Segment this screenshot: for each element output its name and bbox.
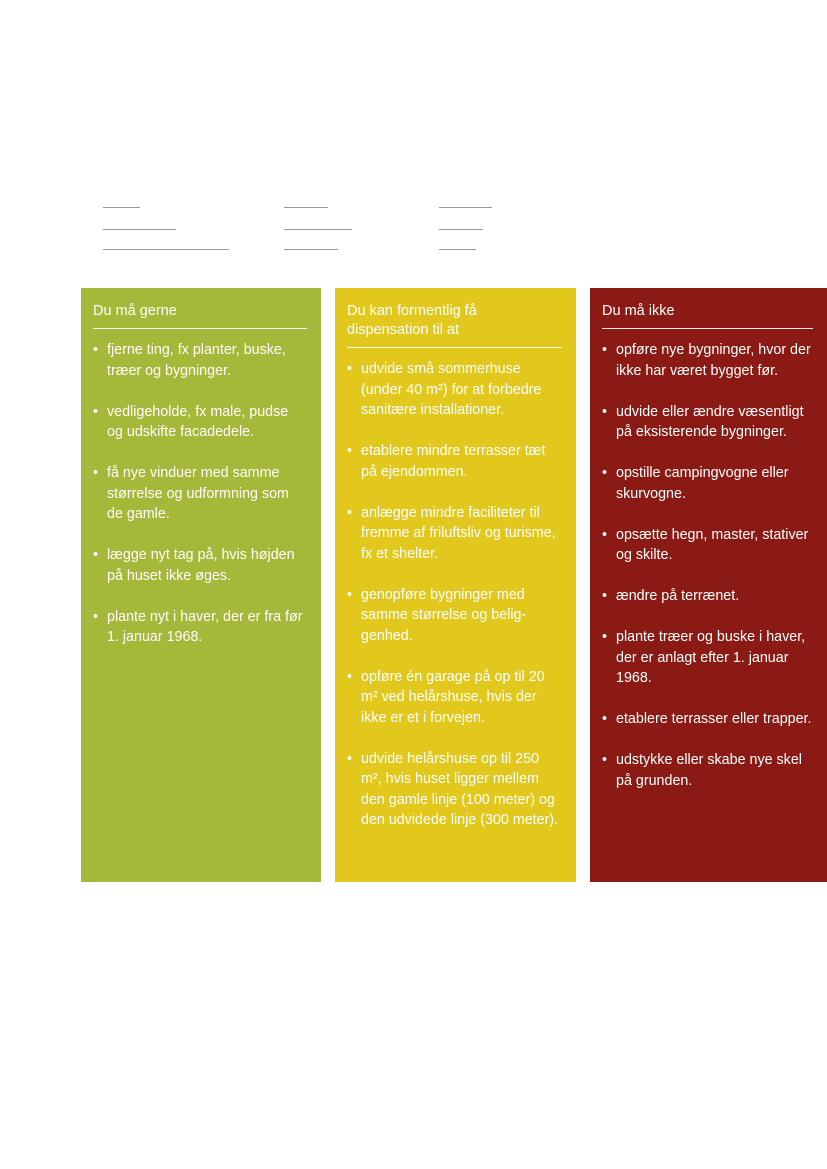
list-item: • udstykke eller skabe nye skel på grunden. [602, 750, 813, 791]
column-heading: Du må ikke [602, 302, 813, 329]
column-dispensation [335, 288, 576, 882]
list-item: • plante træer og buske i haver, der er anlagt efter 1. januar 1968. [602, 627, 813, 689]
list-item: • udvide helårshuse op til 250 m², hvis huset ligger mellem den gamle linje (100 meter) og den udvidede linje (300 meter). [347, 749, 562, 831]
column-heading: Du kan formentlig få dispensation til at [347, 302, 562, 348]
list-item: • ændre på terrænet. [602, 586, 813, 607]
list-item: • opsætte hegn, master, stativer og skilte. [602, 525, 813, 566]
decorative-rule [103, 229, 176, 230]
decorative-rule [439, 229, 483, 230]
decorative-rule [103, 207, 140, 208]
list-item: • plante nyt i haver, der er fra før 1. januar 1968. [93, 607, 307, 648]
list-item: • genopføre bygninger med samme størrelse og beliggenhed. [347, 585, 562, 647]
item-list [602, 340, 813, 791]
column-not-allowed [590, 288, 827, 882]
list-item: • etablere mindre terrasser tæt på ejendommen. [347, 441, 562, 482]
list-item: • opføre nye bygninger, hvor der ikke har været bygget før. [602, 340, 813, 381]
item-list [347, 359, 562, 831]
list-item: • opføre én garage på op til 20 m² ved helårshuse, hvis der ikke er et i forvejen. [347, 667, 562, 729]
list-item: • opstille campingvogne eller skurvogne. [602, 463, 813, 504]
column-allowed [81, 288, 321, 882]
list-item: • udvide eller ændre væsentligt på eksisterende bygninger. [602, 402, 813, 443]
decorative-rule [439, 207, 492, 208]
list-item: • etablere terrasser eller trapper. [602, 709, 813, 730]
decorative-rule [284, 229, 352, 230]
decorative-rule [284, 249, 338, 250]
item-list [93, 340, 307, 648]
decorative-rule [439, 249, 476, 250]
decorative-rule [284, 207, 328, 208]
list-item: • udvide små sommerhuse (under 40 m²) for at forbedre sanitære installationer. [347, 359, 562, 421]
list-item: • anlægge mindre faciliteter til fremme af friluftsliv og turisme, fx et shelter. [347, 503, 562, 565]
list-item: • vedligeholde, fx male, pudse og udskifte facadedele. [93, 402, 307, 443]
column-heading: Du må gerne [93, 302, 307, 329]
list-item: • fjerne ting, fx planter, buske, træer og bygninger. [93, 340, 307, 381]
decorative-rule [103, 249, 229, 250]
list-item: • lægge nyt tag på, hvis højden på huset ikke øges. [93, 545, 307, 586]
list-item: • få nye vinduer med samme størrelse og udformning som de gamle. [93, 463, 307, 525]
